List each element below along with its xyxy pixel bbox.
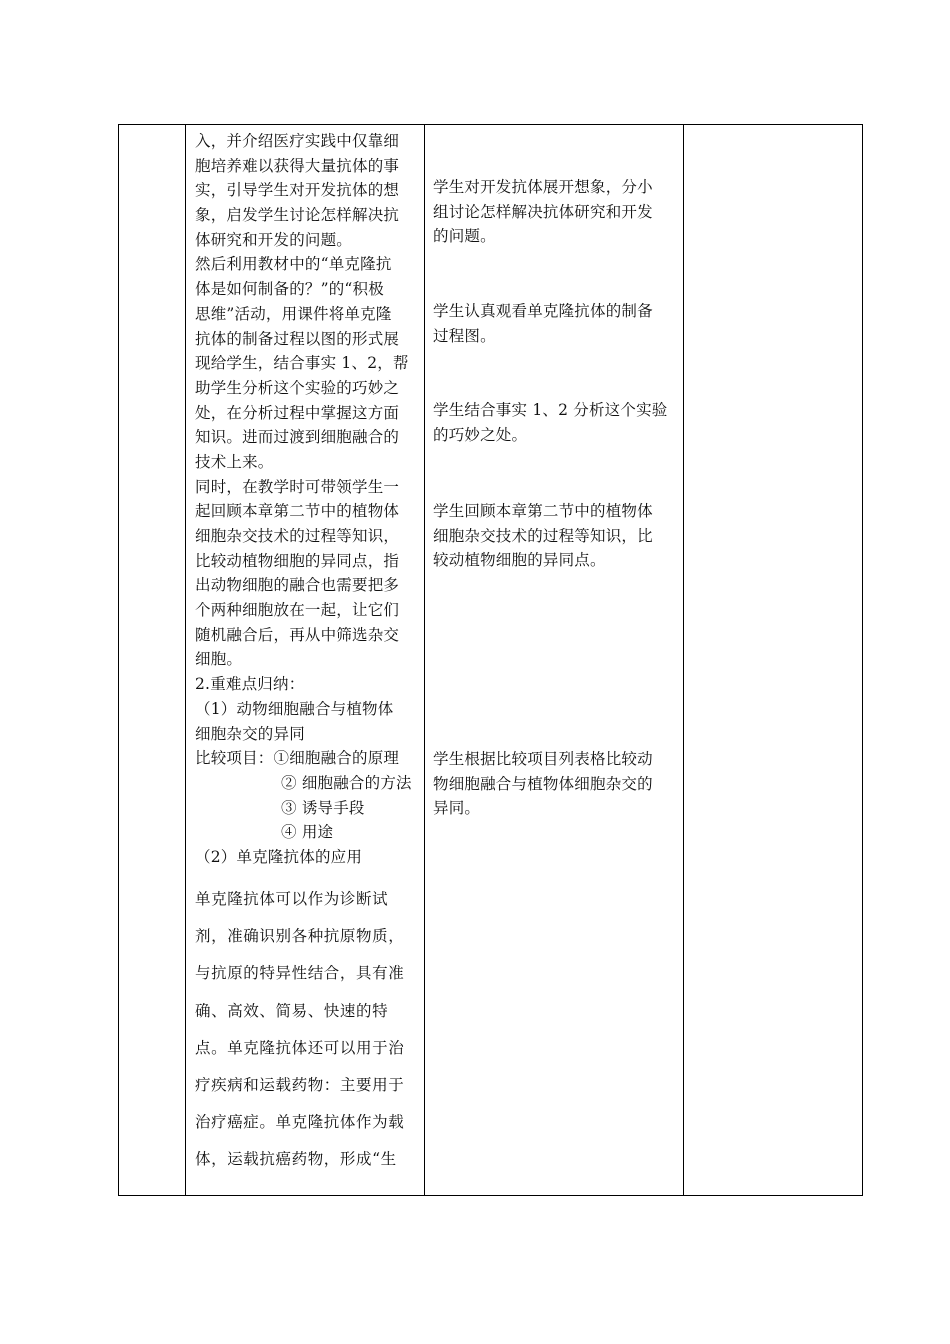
teacher-line: 细胞。 (195, 650, 243, 669)
student-line: 的问题。 (433, 227, 496, 246)
application-line: 治疗癌症。单克隆抗体作为载 (195, 1113, 405, 1132)
compare-item: ④ 用途 (281, 823, 334, 842)
teacher-line: 胞培养难以获得大量抗体的事 (195, 156, 400, 175)
student-line: 学生回顾本章第二节中的植物体 (433, 502, 653, 520)
student-line: 较动植物细胞的异同点。 (433, 551, 606, 570)
student-line: 细胞杂交技术的过程等知识，比 (433, 526, 653, 545)
teacher-line: 思维”活动，用课件将单克隆 (195, 304, 392, 323)
teacher-activity-cell (195, 129, 423, 870)
teacher-line: 比较动植物细胞的异同点，指 (195, 551, 400, 570)
teacher-line: 知识。进而过渡到细胞融合的 (195, 428, 400, 447)
application-paragraph (195, 881, 404, 1179)
teacher-line: 同时，在教学时可带领学生一 (195, 477, 400, 496)
student-activity-block (433, 398, 683, 447)
empty-left-cell (119, 125, 185, 1195)
student-activity-block (433, 175, 683, 249)
teacher-line: 出动物细胞的融合也需要把多 (195, 576, 400, 595)
student-line: 异同。 (433, 799, 481, 818)
teacher-line: 象，启发学生讨论怎样解决抗 (195, 206, 400, 225)
student-line: 学生结合事实 1、2 分析这个实验 (433, 401, 668, 419)
application-line: 确、高效、简易、快速的特 (195, 1001, 389, 1020)
teacher-line: 体研究和开发的问题。 (195, 230, 353, 249)
application-line: 体，运载抗癌药物，形成“生 (195, 1150, 397, 1169)
student-line: 物细胞融合与植物体细胞杂交的 (433, 774, 653, 793)
column-divider-2 (424, 125, 425, 1195)
teacher-line: 起回顾本章第二节中的植物体 (195, 502, 400, 521)
student-line: 学生认真观看单克隆抗体的制备 (433, 302, 653, 320)
teacher-line: 抗体的制备过程以图的形式展 (195, 329, 400, 348)
teacher-line: 入，并介绍医疗实践中仅靠细 (195, 132, 400, 150)
section-heading: 2.重难点归纳： (195, 675, 305, 694)
teacher-line: 细胞杂交技术的过程等知识， (195, 527, 400, 545)
teacher-line: 现给学生，结合事实 1、2，帮 (195, 354, 409, 373)
compare-items-label: 比较项目：①细胞融合的原理 (195, 749, 400, 768)
student-line: 组讨论怎样解决抗体研究和开发 (433, 202, 653, 221)
student-line: 学生对开发抗体展开想象，分小 (433, 178, 653, 196)
compare-item: ③ 诱导手段 (281, 798, 365, 817)
teacher-line: 个两种细胞放在一起，让它们 (195, 601, 400, 620)
application-line: 与抗原的特异性结合，具有准 (195, 964, 405, 983)
student-line: 的巧妙之处。 (433, 425, 528, 444)
teacher-line: 技术上来。 (195, 452, 274, 471)
teacher-line: 然后利用教材中的“单克隆抗 (195, 255, 392, 274)
student-activity-block (433, 299, 683, 348)
subheading: （2）单克隆抗体的应用 (195, 847, 363, 866)
application-line: 点。单克隆抗体还可以用于治 (195, 1038, 405, 1057)
teacher-line: 处，在分析过程中掌握这方面 (195, 403, 400, 422)
column-divider-1 (185, 125, 186, 1195)
teacher-line: （1）动物细胞融合与植物体 (195, 699, 394, 718)
teacher-line: 随机融合后，再从中筛选杂交 (195, 625, 400, 644)
compare-item: ② 细胞融合的方法 (281, 773, 412, 792)
application-line: 单克隆抗体可以作为诊断试 (195, 890, 389, 908)
application-line: 疗疾病和运载药物：主要用于 (195, 1075, 405, 1094)
student-line: 过程图。 (433, 326, 496, 345)
student-line: 学生根据比较项目列表格比较动 (433, 750, 653, 768)
application-line: 剂，准确识别各种抗原物质， (195, 927, 405, 946)
teacher-line: 实，引导学生对开发抗体的想 (195, 181, 400, 200)
teacher-line: 细胞杂交的异同 (195, 724, 305, 743)
teacher-line: 体是如何制备的？”的“积极 (195, 280, 384, 299)
student-activity-block (433, 747, 683, 821)
empty-right-cell (684, 125, 862, 1195)
lesson-plan-table (118, 124, 863, 1196)
teacher-line: 助学生分析这个实验的巧妙之 (195, 378, 400, 397)
student-activity-block (433, 499, 683, 573)
